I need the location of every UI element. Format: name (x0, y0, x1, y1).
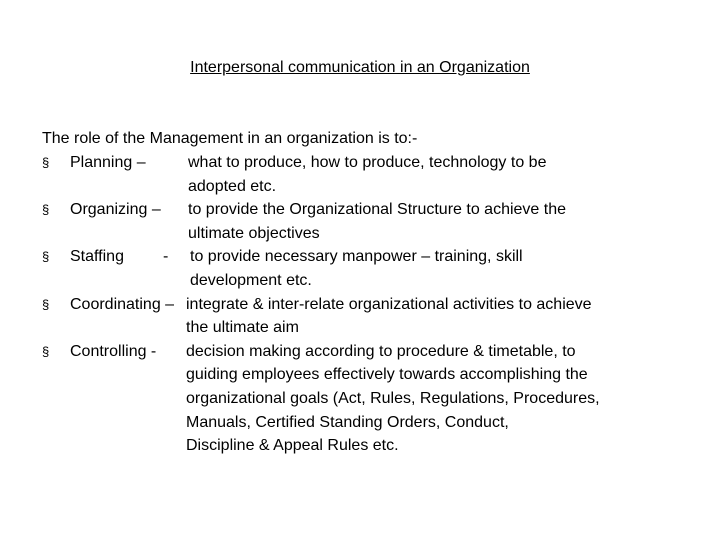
list-item-staffing (42, 245, 702, 292)
role-list (42, 151, 702, 458)
bullet-icon: § (42, 249, 50, 265)
list-item-organizing (42, 198, 702, 245)
item-separator: - (163, 248, 169, 266)
item-term: Controlling - (70, 342, 157, 360)
bullet-icon: § (42, 155, 50, 170)
bullet-icon: § (42, 202, 50, 218)
list-item-coordinating (42, 293, 702, 340)
list-item-planning (42, 151, 702, 198)
list-item-controlling (42, 340, 702, 458)
item-term: Staffing (70, 248, 124, 266)
item-term: Organizing – (70, 201, 161, 219)
item-description: to provide the Organizational Structure to achieve the ultimate objectives (188, 201, 566, 242)
intro-text: The role of the Management in an organization is to:- (42, 130, 418, 147)
page-title: Interpersonal communication in an Organization (190, 59, 530, 76)
item-description: to provide necessary manpower – training, skill development etc. (190, 248, 523, 289)
item-term: Planning – (70, 154, 146, 171)
item-description: what to produce, how to produce, technology to be adopted etc. (188, 154, 547, 195)
bullet-icon: § (42, 343, 50, 359)
item-description: decision making according to procedure & timetable, to guiding employees effectively towards accomplishing the organizational goals (Act, Rules, Regulations, Procedures, Manuals, Certified Standing Orders, Conduct, Discipline & Appeal Rules etc. (186, 342, 600, 455)
item-description: integrate & inter-relate organizational activities to achieve the ultimate aim (186, 295, 592, 337)
item-term: Coordinating – (70, 295, 175, 313)
bullet-icon: § (42, 296, 50, 312)
